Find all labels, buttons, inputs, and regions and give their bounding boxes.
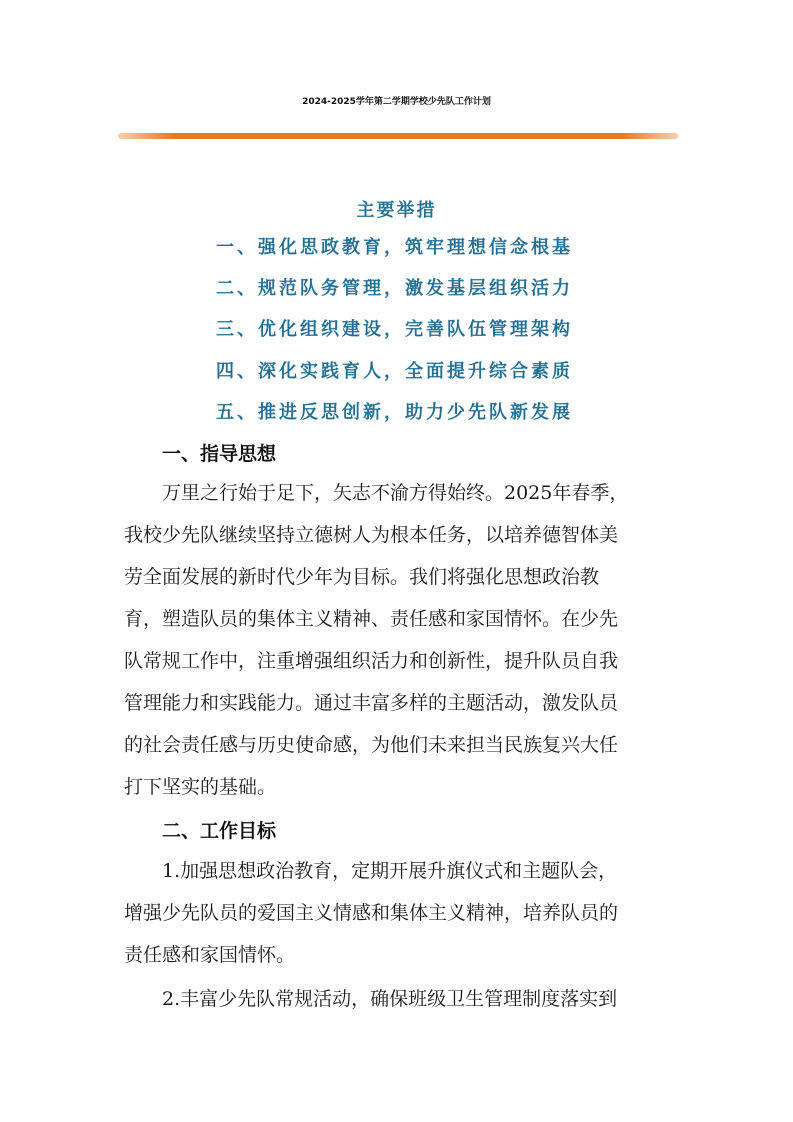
measure-item: 三、优化组织建设，完善队伍管理架构 [216, 319, 573, 340]
paragraph-line: 打下坚实的基础。 [124, 776, 277, 798]
paragraph-line: 劳全面发展的新时代少年为目标。我们将强化思想政治教 [124, 566, 600, 588]
paragraph-line: 1.加强思想政治教育，定期开展升旗仪式和主题队会， [162, 860, 618, 882]
measures-heading: 主要举措 [356, 200, 437, 221]
paragraph-line: 2.丰富少先队常规活动，确保班级卫生管理制度落实到 [162, 988, 618, 1010]
section-heading-work-goals: 二、工作目标 [162, 820, 277, 842]
paragraph-line: 育，塑造队员的集体主义精神、责任感和家国情怀。在少先 [124, 608, 619, 630]
paragraph-line: 的社会责任感与历史使命感，为他们未来担当民族复兴大任 [124, 734, 619, 756]
measure-item: 一、强化思政教育，筑牢理想信念根基 [216, 237, 573, 258]
paragraph-line: 管理能力和实践能力。通过丰富多样的主题活动，激发队员 [124, 692, 619, 714]
paragraph-line: 队常规工作中，注重增强组织活力和创新性，提升队员自我 [124, 650, 619, 672]
document-title: 2024-2025学年第二学期学校少先队工作计划 [302, 97, 491, 107]
title-underline-decoration [118, 133, 678, 139]
measure-item: 二、规范队务管理，激发基层组织活力 [216, 278, 573, 299]
measure-item: 四、深化实践育人，全面提升综合素质 [216, 361, 573, 382]
measure-item: 五、推进反思创新，助力少先队新发展 [216, 402, 573, 423]
paragraph-line: 我校少先队继续坚持立德树人为根本任务，以培养德智体美 [124, 524, 619, 546]
paragraph-line: 万里之行始于足下，矢志不渝方得始终。2025年春季， [162, 482, 629, 504]
paragraph-line: 增强少先队员的爱国主义情感和集体主义精神，培养队员的 [124, 902, 619, 924]
section-heading-guiding-ideology: 一、指导思想 [162, 443, 277, 465]
paragraph-line: 责任感和家国情怀。 [124, 944, 296, 966]
